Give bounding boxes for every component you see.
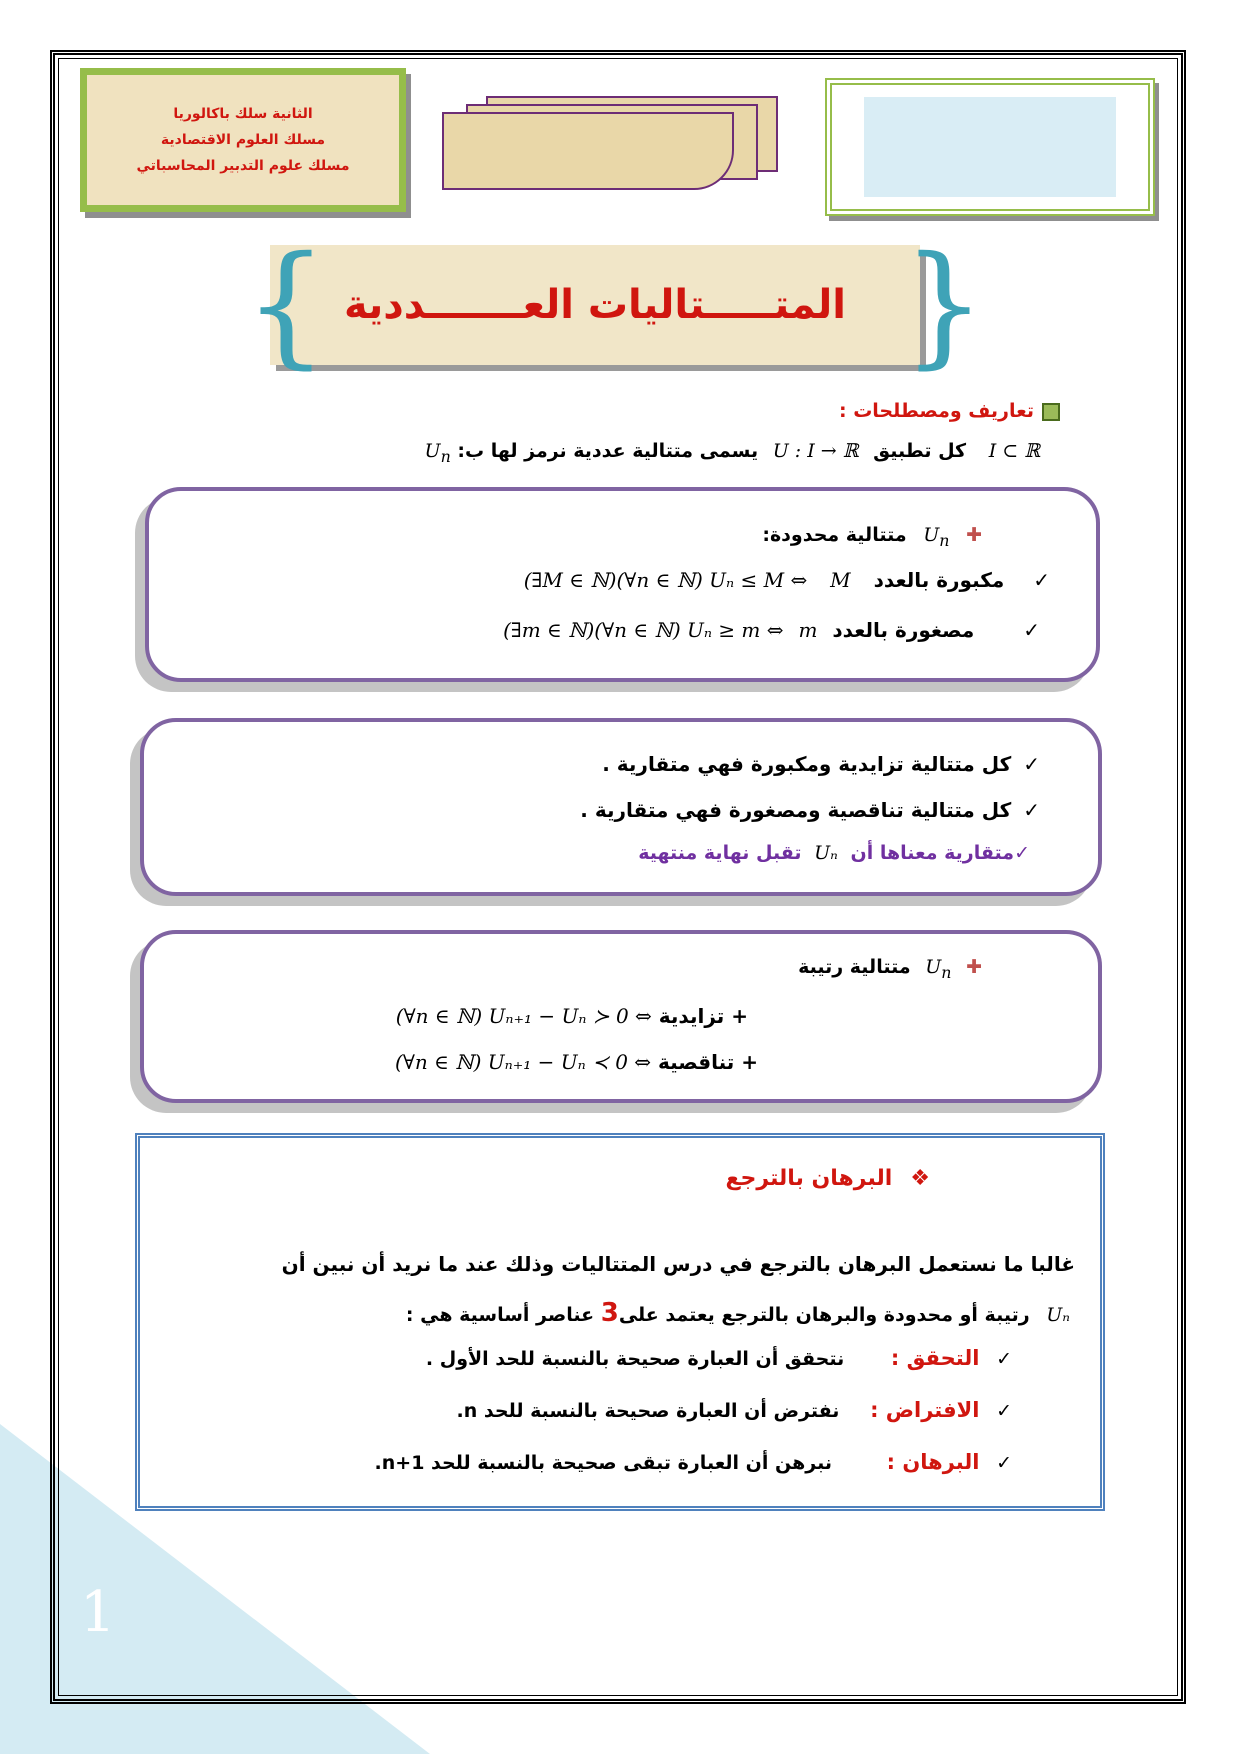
- diamond-bullet-icon: ❖: [910, 1166, 930, 1191]
- induction-paragraph-1: غالبا ما نستعمل البرهان بالترجع في درس المتتاليات وذلك عند ما نريد أن نبين أن: [281, 1252, 1075, 1276]
- convergence-line-1: ✓كل متتالية تزايدية ومكبورة فهي متقارية .: [602, 752, 1040, 776]
- section-bullet-icon: [1042, 403, 1060, 421]
- check-icon: ✓: [1023, 752, 1040, 776]
- header-line-1: الثانية سلك باكالوريا: [173, 106, 313, 122]
- check-icon: ✓: [996, 1348, 1012, 1370]
- induction-heading: ❖البرهان بالترجع: [725, 1166, 930, 1191]
- induction-step: ✓ التحقق : نتحقق أن العبارة صحيحة بالنسبة للحد الأول .: [425, 1346, 1012, 1370]
- bounded-heading: ✚ $U_n$ متتالية محدودة:: [762, 524, 982, 550]
- induction-paragraph-2: Uₙ رتيبة أو محدودة والبرهان بالترجع يعتمد على3 عناصر أساسية هي :: [405, 1298, 1070, 1328]
- plus-bullet-icon: ✚: [966, 524, 982, 546]
- header-blank-box: [825, 78, 1155, 216]
- convergence-line-3: ✓متقارية معناها أن Uₙ تقبل نهاية منتهية: [638, 842, 1030, 864]
- induction-step: ✓ البرهان : نبرهن أن العبارة تبقى صحيحة بالنسبة للحد n+1.: [374, 1450, 1012, 1474]
- header-line-3: مسلك علوم التدبير المحاسباتي: [136, 158, 350, 174]
- check-icon: ✓: [1023, 618, 1040, 642]
- check-icon: ✓: [996, 1400, 1012, 1422]
- monotonic-decreasing-line: + تناقصية (∀n ∈ ℕ) Uₙ₊₁ − Uₙ ≺ 0 ⇔: [395, 1050, 758, 1074]
- definition-line: I ⊂ ℝ كل تطبيق U : I → ℝ يسمى متتالية عددية نرمز لها ب: $U_n$: [424, 440, 1040, 466]
- check-icon: ✓: [996, 1452, 1012, 1474]
- monotonic-increasing-line: + تزايدية (∀n ∈ ℕ) Uₙ₊₁ − Uₙ ≻ 0 ⇔: [395, 1004, 748, 1028]
- plus-bullet-icon: ✚: [966, 956, 982, 978]
- convergence-line-2: ✓كل متتالية تناقصية ومصغورة فهي متقارية .: [580, 798, 1040, 822]
- header-school-box: [80, 68, 406, 212]
- monotonic-heading: ✚ $U_n$ متتالية رتيبة: [798, 956, 982, 982]
- check-icon: ✓: [1033, 568, 1050, 592]
- induction-step: ✓ الافتراض : نفترض أن العبارة صحيحة بالنسبة للحد n.: [456, 1398, 1012, 1422]
- title-right-brace: }: [902, 228, 986, 382]
- page-title: المتـــــتاليات العـــــــددية: [344, 282, 846, 328]
- title-left-brace: {: [244, 228, 328, 382]
- header-line-2: مسلك العلوم الاقتصادية: [160, 132, 326, 148]
- definitions-heading: تعاريف ومصطلحات :: [839, 400, 1060, 422]
- page-number: 1: [80, 1580, 116, 1645]
- bounded-upper-line: ✓ مكبورة بالعدد M (∃M ∈ ℕ)(∀n ∈ ℕ) Uₙ ≤ M ⇔: [523, 568, 1050, 592]
- check-icon: ✓: [1023, 798, 1040, 822]
- bounded-lower-line: ✓ مصغورة بالعدد m (∃m ∈ ℕ)(∀n ∈ ℕ) Uₙ ≥ m ⇔: [503, 618, 1040, 642]
- check-icon: ✓: [1014, 842, 1030, 864]
